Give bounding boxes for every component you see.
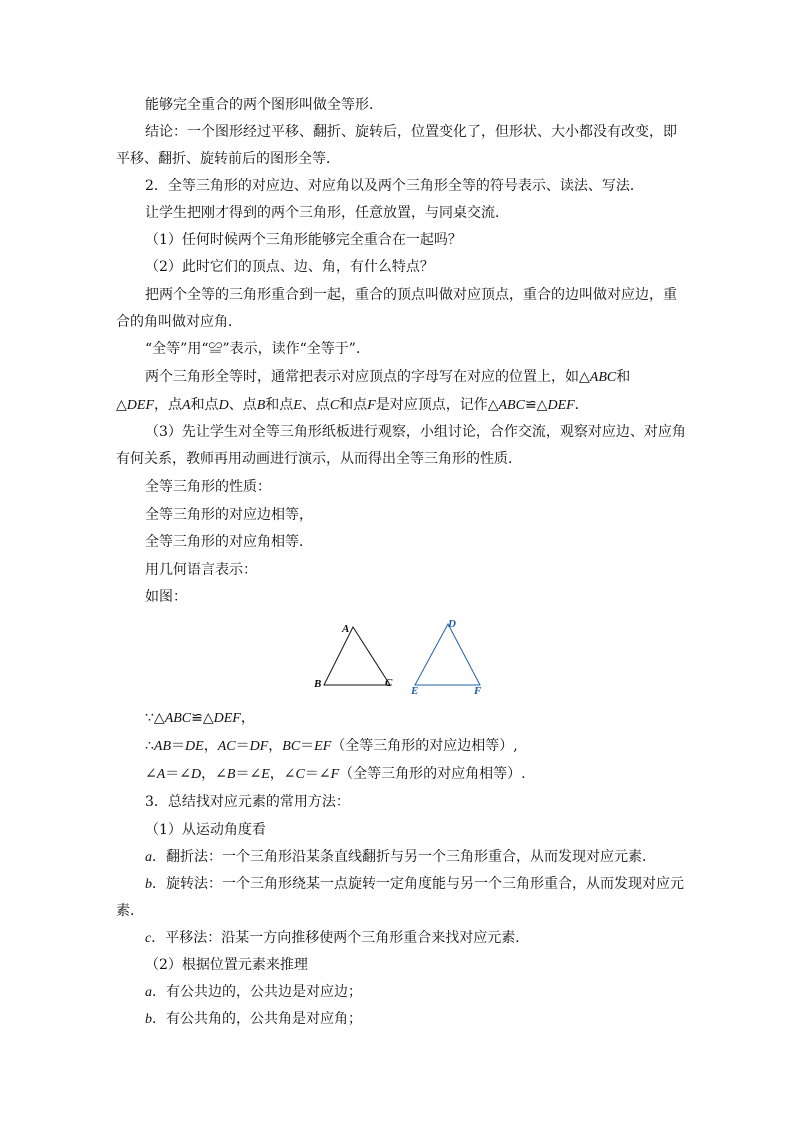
math-var: ABC xyxy=(498,398,525,413)
text-span: 是对应顶点，记作△ xyxy=(375,397,499,413)
math-var: B xyxy=(256,398,266,413)
text-span: ＝ xyxy=(235,738,250,754)
math-var: C xyxy=(295,767,305,782)
text-span: ，∠ xyxy=(269,766,296,782)
text-span: ， xyxy=(268,738,283,754)
property-heading: 全等三角形的性质： xyxy=(145,479,271,495)
text-span: 、点 xyxy=(228,397,257,413)
text-line-3: 平移、翻折、旋转前后的图形全等． xyxy=(116,151,340,167)
section-2-heading: 2．全等三角形的对应边、对应角以及两个三角形全等的符号表示、读法、写法． xyxy=(145,178,644,194)
geometry-language: 用几何语言表示： xyxy=(145,562,257,578)
text-span: ．有公共角的，公共角是对应角； xyxy=(152,1011,362,1027)
text-span: 和点 xyxy=(339,397,368,413)
math-var: DEF xyxy=(547,398,575,413)
math-var: E xyxy=(293,398,302,413)
math-var: AB xyxy=(153,739,172,754)
text-span: ，点 xyxy=(154,397,182,413)
question-3: （3）先让学生对全等三角形纸板进行观察，小组讨论，合作交流，观察对应边、对应角 xyxy=(145,424,686,440)
math-var: E xyxy=(261,767,270,782)
text-span: 和点 xyxy=(190,397,219,413)
property-angles: 全等三角形的对应角相等． xyxy=(145,534,313,550)
method-c xyxy=(145,929,529,948)
math-var: ABC xyxy=(164,711,192,726)
text-span: ＝∠ xyxy=(235,766,262,782)
text-span: ．有公共边的，公共边是对应边； xyxy=(152,984,362,1000)
question-1: （1）任何时候两个三角形能够完全重合在一起吗？ xyxy=(145,232,462,248)
math-var: BC xyxy=(282,739,301,754)
reason-a xyxy=(145,983,362,1002)
text-line-9: 合的角叫做对应角． xyxy=(116,314,242,330)
text-span: 两个三角形全等时，通常把表示对应顶点的字母写在对应的位置上，如△ xyxy=(145,369,590,385)
text-line-11 xyxy=(145,368,630,387)
text-span: （全等三角形的对应边相等）, xyxy=(331,738,518,754)
since-line xyxy=(145,709,255,728)
text-span: ．旋转法：一个三角形绕某一点旋转一定角度能与另一个三角形重合，从而发现对应元 xyxy=(152,876,684,892)
section-3-heading: 3．总结找对应元素的常用方法： xyxy=(145,794,350,810)
text-span: 和点 xyxy=(265,397,294,413)
label-c: C xyxy=(385,677,393,689)
text-span: ∠ xyxy=(145,766,157,782)
text-line-10: “全等”用“≌”表示，读作“全等于”． xyxy=(145,341,370,357)
text-line-12 xyxy=(116,396,589,415)
text-span: ． xyxy=(574,397,589,413)
item-letter: c xyxy=(145,931,152,946)
method-a xyxy=(145,848,656,867)
item-letter: a xyxy=(145,850,152,865)
therefore-sides-line xyxy=(145,737,518,756)
property-sides: 全等三角形的对应边相等， xyxy=(145,507,313,523)
therefore-angles-line xyxy=(145,765,526,784)
text-span: ，∠ xyxy=(201,766,227,782)
math-var: AC xyxy=(217,739,236,754)
item-letter: b xyxy=(145,1012,152,1027)
motion-view-heading: （1）从运动角度看 xyxy=(145,822,266,838)
as-figure: 如图： xyxy=(145,589,187,605)
method-b-cont: 素． xyxy=(116,903,144,919)
label-e: E xyxy=(411,685,419,697)
math-var: EF xyxy=(314,739,332,754)
math-var: B xyxy=(226,767,236,782)
text-span: ∴ xyxy=(145,738,154,754)
math-var: F xyxy=(330,767,340,782)
text-span: △ xyxy=(116,397,127,413)
item-letter: a xyxy=(145,985,152,1000)
text-span: ＝∠ xyxy=(165,766,192,782)
math-var: A xyxy=(182,398,191,413)
text-span: ， xyxy=(203,738,218,754)
text-line-2: 结论：一个图形经过平移、翻折、旋转后，位置变化了，但形状、大小都没有改变，即 xyxy=(145,124,677,140)
text-line-8: 把两个全等的三角形重合到一起，重合的顶点叫做对应顶点，重合的边叫做对应边，重 xyxy=(145,287,677,303)
label-b: B xyxy=(314,678,322,690)
item-letter: b xyxy=(145,877,152,892)
reason-b xyxy=(145,1010,362,1029)
label-a: A xyxy=(342,623,350,635)
text-line-14: 有何关系，教师再用动画进行演示，从而得出全等三角形的性质． xyxy=(116,451,522,467)
text-span: ≌△ xyxy=(191,710,214,726)
position-view-heading: （2）根据位置元素来推理 xyxy=(145,957,308,973)
text-span: ＝∠ xyxy=(304,766,331,782)
math-var: DF xyxy=(249,739,269,754)
text-span: ．翻折法：一个三角形沿某条直线翻折与另一个三角形重合，从而发现对应元素． xyxy=(152,849,656,865)
text-line-1: 能够完全重合的两个图形叫做全等形． xyxy=(145,97,383,113)
math-var: C xyxy=(329,398,340,413)
label-f: F xyxy=(474,685,482,697)
text-span: ．平移法：沿某一方向推移使两个三角形重合来找对应元素． xyxy=(151,930,530,946)
method-b xyxy=(145,875,684,894)
text-span: 和 xyxy=(616,369,631,385)
question-2: （2）此时它们的顶点、边、角，有什么特点？ xyxy=(145,259,434,275)
text-span: （全等三角形的对应角相等）. xyxy=(339,766,526,782)
math-var: DE xyxy=(185,739,204,754)
text-span: ＝ xyxy=(171,738,186,754)
text-line-5: 让学生把刚才得到的两个三角形，任意放置，与同桌交流． xyxy=(145,205,509,221)
math-var: ABC xyxy=(589,370,617,385)
text-span: ∵△ xyxy=(145,710,165,726)
math-var: F xyxy=(367,398,376,413)
triangle-def xyxy=(415,624,480,685)
text-span: ＝ xyxy=(300,738,315,754)
congruent-triangles-figure xyxy=(300,612,500,704)
math-var: A xyxy=(156,767,166,782)
math-var: DEF xyxy=(213,711,241,726)
label-d: D xyxy=(448,618,456,630)
text-span: 、点 xyxy=(301,397,330,413)
math-var: DEF xyxy=(126,398,154,413)
text-span: ， xyxy=(240,710,255,726)
math-var: D xyxy=(191,767,202,782)
text-span: ≌△ xyxy=(524,397,548,413)
triangle-abc xyxy=(324,627,390,685)
math-var: D xyxy=(218,398,229,413)
